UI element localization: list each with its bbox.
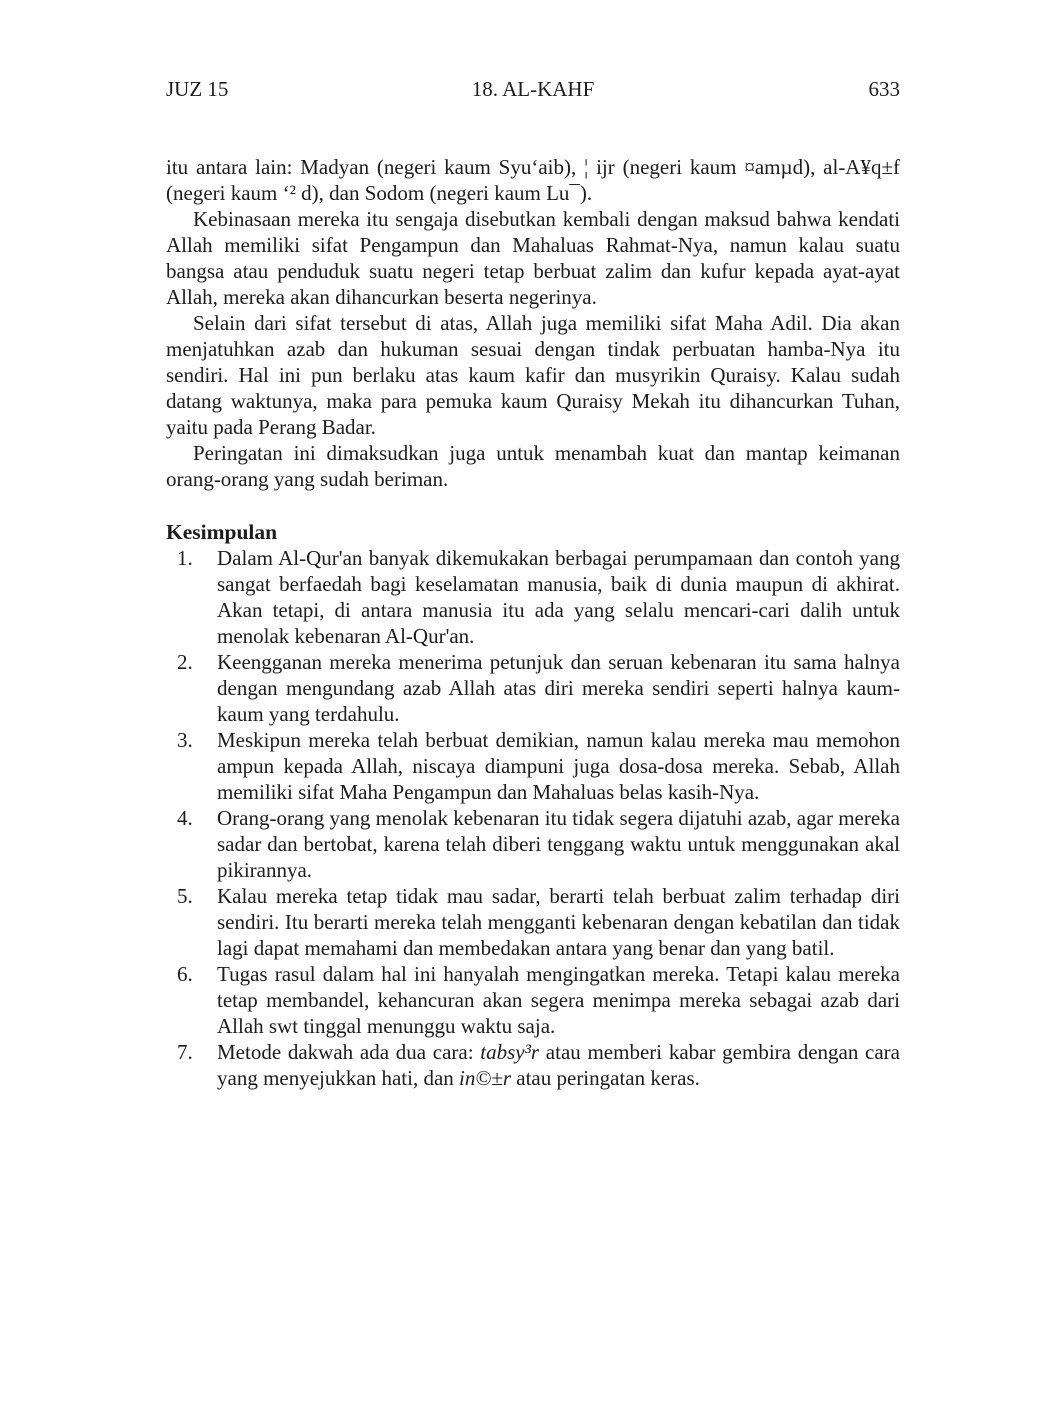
list-item xyxy=(166,545,900,649)
list-item xyxy=(166,727,900,805)
surah-title: 18. AL-KAHF xyxy=(471,77,595,101)
list-item-text-segment: Metode dakwah ada dua cara: xyxy=(217,1040,481,1064)
list-item-number: 6. xyxy=(177,962,193,986)
list-item-text: Tugas rasul dalam hal ini hanyalah mengingatkan mereka. Tetapi kalau mereka tetap membandel, kehancuran akan segera menimpa mereka sebagai azab dari Allah swt tinggal menunggu waktu saja. xyxy=(217,962,900,1038)
list-item xyxy=(166,961,900,1039)
conclusion-list xyxy=(166,545,900,1091)
section-heading-kesimpulan: Kesimpulan xyxy=(166,520,278,544)
list-item-text-segment: atau peringatan keras. xyxy=(511,1066,700,1090)
paragraph-continuation: itu antara lain: Madyan (negeri kaum Syu‘aib), ¦ ijr (negeri kaum ¤amµd), al-A¥q±f (negeri kaum ‘² d), dan Sodom (negeri kaum Lu¯). xyxy=(166,155,900,205)
list-item xyxy=(166,649,900,727)
list-item xyxy=(166,805,900,883)
list-item-number: 5. xyxy=(177,884,193,908)
paragraph-kebinasaan: Kebinasaan mereka itu sengaja disebutkan kembali dengan maksud bahwa kendati Allah memiliki sifat Pengampun dan Mahaluas Rahmat-Nya, namun kalau suatu bangsa atau penduduk suatu negeri tetap berbuat zalim dan kufur kepada ayat-ayat Allah, mereka akan dihancurkan beserta negerinya. xyxy=(166,207,900,309)
list-item-text xyxy=(217,1040,900,1090)
page-number: 633 xyxy=(868,77,901,101)
transliterated-term: tabsy³r xyxy=(480,1040,540,1064)
list-item xyxy=(166,1039,900,1091)
list-item-text-segment: atau memberi kabar gembira dengan cara yang menyejukkan hati, dan xyxy=(217,1040,900,1090)
transliterated-term: in©±r xyxy=(459,1066,512,1090)
list-item-text: Dalam Al-Qur'an banyak dikemukakan berbagai perumpamaan dan contoh yang sangat berfaedah bagi keselamatan manusia, baik di dunia maupun di akhirat. Akan tetapi, di antara manusia itu ada yang selalu mencari-cari dalih untuk menolak kebenaran Al-Qur'an. xyxy=(217,546,900,648)
paragraph-peringatan: Peringatan ini dimaksudkan juga untuk menambah kuat dan mantap keimanan orang-orang yang sudah beriman. xyxy=(166,441,900,491)
list-item-text: Orang-orang yang menolak kebenaran itu tidak segera dijatuhi azab, agar mereka sadar dan bertobat, karena telah diberi tenggang waktu untuk menggunakan akal pikirannya. xyxy=(217,806,900,882)
list-item-text: Meskipun mereka telah berbuat demikian, namun kalau mereka mau memohon ampun kepada Allah, niscaya diampuni juga dosa-dosa mereka. Sebab, Allah memiliki sifat Maha Pengampun dan Mahaluas belas kasih-Nya. xyxy=(217,728,900,804)
list-item-text: Keengganan mereka menerima petunjuk dan seruan kebenaran itu sama halnya dengan mengundang azab Allah atas diri mereka sendiri seperti halnya kaum-kaum yang terdahulu. xyxy=(217,650,900,726)
list-item-number: 3. xyxy=(177,728,193,752)
juz-label: JUZ 15 xyxy=(166,77,229,101)
list-item-number: 2. xyxy=(177,650,193,674)
list-item-number: 1. xyxy=(177,546,193,570)
paragraph-selain: Selain dari sifat tersebut di atas, Allah juga memiliki sifat Maha Adil. Dia akan menjatuhkan azab dan hukuman sesuai dengan tindak perbuatan hamba-Nya itu sendiri. Hal ini pun berlaku atas kaum kafir dan musyrikin Quraisy. Kalau sudah datang waktunya, maka para pemuka kaum Quraisy Mekah itu dihancurkan Tuhan, yaitu pada Perang Badar. xyxy=(166,311,900,439)
page-header xyxy=(166,76,900,102)
list-item xyxy=(166,883,900,961)
list-item-number: 7. xyxy=(177,1040,193,1064)
list-item-number: 4. xyxy=(177,806,193,830)
list-item-text: Kalau mereka tetap tidak mau sadar, berarti telah berbuat zalim terhadap diri sendiri. Itu berarti mereka telah mengganti kebenaran dengan kebatilan dan tidak lagi dapat memahami dan membedakan antara yang benar dan yang batil. xyxy=(217,884,900,960)
